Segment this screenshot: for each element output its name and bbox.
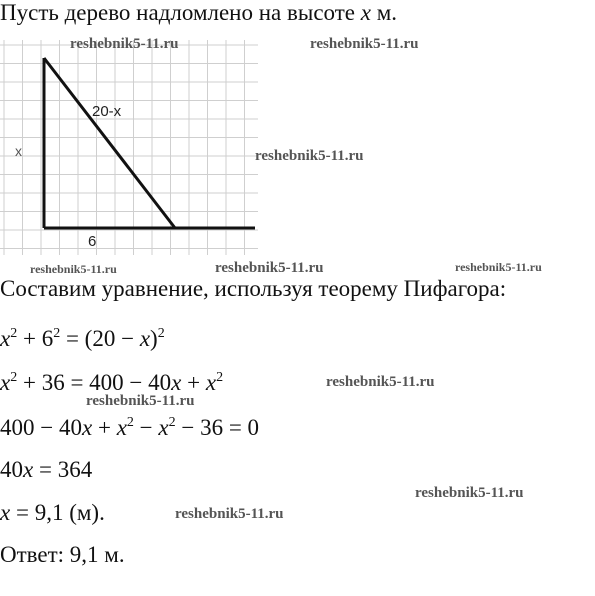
hypotenuse-label: 20-x — [92, 103, 122, 120]
grid-lines — [0, 40, 258, 255]
base-label: 6 — [88, 233, 97, 250]
eq1-term: ) — [150, 326, 158, 351]
equation-5 — [0, 500, 105, 526]
eq2-term: + — [181, 370, 206, 395]
watermark: reshebnik5-11.ru — [215, 260, 324, 276]
watermark: reshebnik5-11.ru — [326, 374, 435, 390]
grid-diagram — [0, 40, 260, 260]
eq3-term: 400 − 40 — [0, 415, 82, 440]
watermark: reshebnik5-11.ru — [175, 506, 284, 522]
watermark: reshebnik5-11.ru — [310, 36, 419, 52]
eq1-power: 2 — [157, 326, 165, 341]
equation-3 — [0, 415, 259, 445]
statement-variable: x — [360, 0, 371, 25]
eq1-term: x — [0, 326, 11, 351]
eq3-term: − 36 = 0 — [175, 415, 260, 440]
eq3-term: + — [92, 415, 117, 440]
eq2-term: x — [205, 370, 217, 395]
eq4-term: x — [23, 457, 34, 482]
eq1-term: x — [139, 326, 151, 351]
eq3-power: 2 — [168, 415, 176, 430]
eq2-power: 2 — [10, 370, 18, 385]
eq3-term: x — [158, 415, 169, 440]
statement-unit: м. — [370, 0, 398, 25]
eq2-term: + 36 = 400 − 40 — [17, 370, 172, 395]
eq4-term: = 364 — [33, 457, 93, 482]
watermark: reshebnik5-11.ru — [415, 485, 524, 501]
eq3-term: x — [116, 415, 127, 440]
watermark: reshebnik5-11.ru — [255, 148, 364, 164]
statement-text: Пусть дерево надломлено на высоте — [0, 0, 361, 25]
eq2-term: x — [171, 370, 182, 395]
eq2-term: x — [0, 370, 11, 395]
eq1-power: 2 — [10, 326, 18, 341]
triangle-figure — [0, 40, 260, 260]
eq3-term: − — [133, 415, 159, 440]
eq4-term: 40 — [0, 457, 23, 482]
watermark: reshebnik5-11.ru — [30, 262, 117, 276]
eq5-term: x — [0, 500, 11, 525]
answer-text: Ответ: 9,1 м. — [0, 542, 125, 567]
eq3-term: x — [81, 415, 93, 440]
eq1-term: + 6 — [17, 326, 54, 351]
intro-text: Составим уравнение, используя теорему Пифагора: — [0, 276, 507, 301]
equation-1 — [0, 326, 165, 356]
eq1-power: 2 — [53, 326, 61, 341]
equation-4 — [0, 457, 92, 483]
eq3-power: 2 — [126, 415, 134, 430]
watermark: reshebnik5-11.ru — [70, 36, 179, 52]
eq2-power: 2 — [216, 370, 224, 385]
leg-label: x — [15, 143, 22, 159]
watermark: reshebnik5-11.ru — [86, 393, 195, 409]
eq1-term: = (20 − — [60, 326, 140, 351]
problem-statement — [0, 0, 397, 26]
hypotenuse — [44, 58, 175, 228]
eq5-term: = 9,1 (м). — [10, 500, 105, 525]
watermark: reshebnik5-11.ru — [455, 260, 542, 274]
